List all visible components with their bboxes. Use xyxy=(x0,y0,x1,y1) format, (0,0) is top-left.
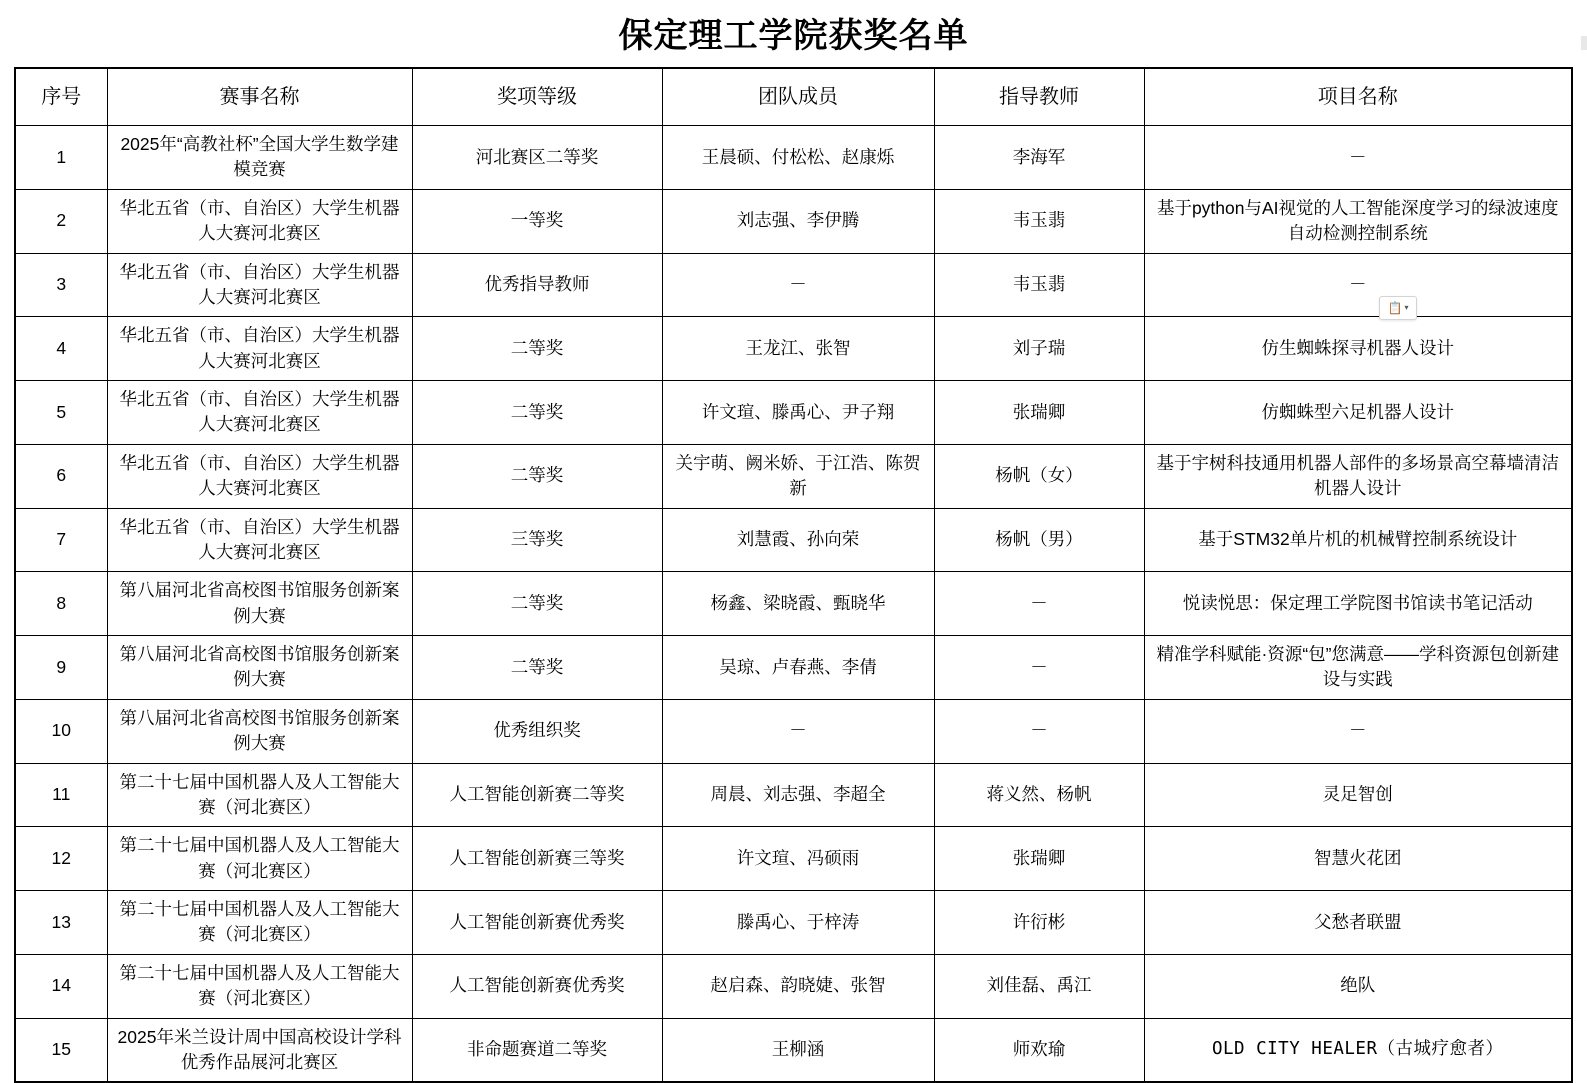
table-row xyxy=(15,189,1572,253)
cell-members: 杨鑫、梁晓霞、甄晓华 xyxy=(662,572,934,636)
table-row xyxy=(15,317,1572,381)
cell-project: 基于python与AI视觉的人工智能深度学习的绿波速度自动检测控制系统 xyxy=(1144,189,1572,253)
cell-project: 基于STM32单片机的机械臂控制系统设计 xyxy=(1144,508,1572,572)
cell-competition: 华北五省（市、自治区）大学生机器人大赛河北赛区 xyxy=(107,508,412,572)
cell-competition: 华北五省（市、自治区）大学生机器人大赛河北赛区 xyxy=(107,444,412,508)
cell-index: 2 xyxy=(15,189,107,253)
cell-members: 王龙江、张智 xyxy=(662,317,934,381)
cell-members: － xyxy=(662,699,934,763)
cell-competition: 华北五省（市、自治区）大学生机器人大赛河北赛区 xyxy=(107,381,412,445)
cell-competition: 华北五省（市、自治区）大学生机器人大赛河北赛区 xyxy=(107,317,412,381)
cell-competition: 第八届河北省高校图书馆服务创新案例大赛 xyxy=(107,636,412,700)
table-row xyxy=(15,763,1572,827)
cell-members: 许文瑄、冯硕雨 xyxy=(662,827,934,891)
cell-competition: 第二十七届中国机器人及人工智能大赛（河北赛区） xyxy=(107,891,412,955)
cell-award: 优秀组织奖 xyxy=(412,699,662,763)
cell-project: 基于宇树科技通用机器人部件的多场景高空幕墙清洁机器人设计 xyxy=(1144,444,1572,508)
table-row xyxy=(15,891,1572,955)
cell-award: 非命题赛道二等奖 xyxy=(412,1018,662,1082)
cell-award: 三等奖 xyxy=(412,508,662,572)
table-row xyxy=(15,636,1572,700)
cell-teacher: － xyxy=(934,636,1144,700)
cell-teacher: 张瑞卿 xyxy=(934,827,1144,891)
table-body xyxy=(15,126,1572,1083)
cell-teacher: 张瑞卿 xyxy=(934,381,1144,445)
cell-members: 吴琼、卢春燕、李倩 xyxy=(662,636,934,700)
cell-teacher: 杨帆（男） xyxy=(934,508,1144,572)
paste-options-button[interactable] xyxy=(1379,296,1417,320)
cell-project: 灵足智创 xyxy=(1144,763,1572,827)
cell-competition: 2025年“高教社杯”全国大学生数学建模竞赛 xyxy=(107,126,412,190)
cell-award: 人工智能创新赛三等奖 xyxy=(412,827,662,891)
table-row xyxy=(15,699,1572,763)
cell-members: 王柳涵 xyxy=(662,1018,934,1082)
cell-project: － xyxy=(1144,126,1572,190)
cell-index: 12 xyxy=(15,827,107,891)
cell-project: 父愁者联盟 xyxy=(1144,891,1572,955)
cell-teacher: 韦玉翡 xyxy=(934,253,1144,317)
cell-teacher: 刘子瑞 xyxy=(934,317,1144,381)
cell-competition: 第二十七届中国机器人及人工智能大赛（河北赛区） xyxy=(107,763,412,827)
cell-index: 13 xyxy=(15,891,107,955)
cell-project: 绝队 xyxy=(1144,954,1572,1018)
column-header-award: 奖项等级 xyxy=(412,68,662,126)
cell-index: 11 xyxy=(15,763,107,827)
cell-award: 河北赛区二等奖 xyxy=(412,126,662,190)
cell-teacher: － xyxy=(934,572,1144,636)
table-row xyxy=(15,572,1572,636)
cell-award: 人工智能创新赛优秀奖 xyxy=(412,891,662,955)
cell-teacher: 韦玉翡 xyxy=(934,189,1144,253)
cell-index: 10 xyxy=(15,699,107,763)
cell-teacher: － xyxy=(934,699,1144,763)
cell-members: 滕禹心、于梓涛 xyxy=(662,891,934,955)
cell-members: 刘志强、李伊腾 xyxy=(662,189,934,253)
cell-index: 8 xyxy=(15,572,107,636)
cell-award: 人工智能创新赛二等奖 xyxy=(412,763,662,827)
cell-project: 仿蜘蛛型六足机器人设计 xyxy=(1144,381,1572,445)
cell-members: 许文瑄、滕禹心、尹子翔 xyxy=(662,381,934,445)
cell-index: 6 xyxy=(15,444,107,508)
clipboard-icon: 📋 xyxy=(1387,301,1403,315)
cell-project: 智慧火花团 xyxy=(1144,827,1572,891)
cell-award: 二等奖 xyxy=(412,444,662,508)
cell-competition: 第二十七届中国机器人及人工智能大赛（河北赛区） xyxy=(107,827,412,891)
cell-project: 精准学科赋能·资源“包”您满意——学科资源包创新建设与实践 xyxy=(1144,636,1572,700)
page-title: 保定理工学院获奖名单 xyxy=(618,17,969,55)
table-row xyxy=(15,253,1572,317)
cell-award: 人工智能创新赛优秀奖 xyxy=(412,954,662,1018)
cell-competition: 第八届河北省高校图书馆服务创新案例大赛 xyxy=(107,572,412,636)
cell-teacher: 刘佳磊、禹江 xyxy=(934,954,1144,1018)
table-row xyxy=(15,126,1572,190)
cell-project: － xyxy=(1144,253,1572,317)
cell-index: 15 xyxy=(15,1018,107,1082)
cell-index: 7 xyxy=(15,508,107,572)
cell-project: － xyxy=(1144,699,1572,763)
table-header-row xyxy=(15,68,1572,126)
table-row xyxy=(15,827,1572,891)
column-header-competition: 赛事名称 xyxy=(107,68,412,126)
cell-award: 二等奖 xyxy=(412,317,662,381)
cell-award: 二等奖 xyxy=(412,636,662,700)
table-row xyxy=(15,954,1572,1018)
table-row xyxy=(15,381,1572,445)
cell-teacher: 许衍彬 xyxy=(934,891,1144,955)
cell-members: 周晨、刘志强、李超全 xyxy=(662,763,934,827)
column-header-members: 团队成员 xyxy=(662,68,934,126)
cell-competition: 华北五省（市、自治区）大学生机器人大赛河北赛区 xyxy=(107,253,412,317)
table-row xyxy=(15,1018,1572,1082)
cell-members: 关宇萌、阙米娇、于江浩、陈贺新 xyxy=(662,444,934,508)
cell-index: 3 xyxy=(15,253,107,317)
cell-index: 1 xyxy=(15,126,107,190)
cell-index: 14 xyxy=(15,954,107,1018)
table-row xyxy=(15,444,1572,508)
cell-project: 悦读悦思：保定理工学院图书馆读书笔记活动 xyxy=(1144,572,1572,636)
chevron-down-icon[interactable]: ▾ xyxy=(1404,303,1409,312)
cell-members: 赵启森、韵晓婕、张智 xyxy=(662,954,934,1018)
table-header xyxy=(15,68,1572,126)
cell-award: 一等奖 xyxy=(412,189,662,253)
cell-index: 5 xyxy=(15,381,107,445)
column-header-project: 项目名称 xyxy=(1144,68,1572,126)
cell-teacher: 师欢瑜 xyxy=(934,1018,1144,1082)
page-edge-marker xyxy=(1581,36,1587,50)
cell-teacher: 李海军 xyxy=(934,126,1144,190)
cell-teacher: 蒋义然、杨帆 xyxy=(934,763,1144,827)
cell-award: 二等奖 xyxy=(412,572,662,636)
cell-competition: 第八届河北省高校图书馆服务创新案例大赛 xyxy=(107,699,412,763)
table-row xyxy=(15,508,1572,572)
cell-competition: 华北五省（市、自治区）大学生机器人大赛河北赛区 xyxy=(107,189,412,253)
cell-members: － xyxy=(662,253,934,317)
column-header-teacher: 指导教师 xyxy=(934,68,1144,126)
cell-award: 优秀指导教师 xyxy=(412,253,662,317)
cell-index: 4 xyxy=(15,317,107,381)
cell-teacher: 杨帆（女） xyxy=(934,444,1144,508)
cell-members: 刘慧霞、孙向荣 xyxy=(662,508,934,572)
cell-index: 9 xyxy=(15,636,107,700)
award-table xyxy=(14,67,1573,1083)
cell-project: 仿生蜘蛛探寻机器人设计 xyxy=(1144,317,1572,381)
cell-project: OLD CITY HEALER（古城疗愈者） xyxy=(1144,1018,1572,1082)
cell-competition: 2025年米兰设计周中国高校设计学科优秀作品展河北赛区 xyxy=(107,1018,412,1082)
cell-competition: 第二十七届中国机器人及人工智能大赛（河北赛区） xyxy=(107,954,412,1018)
column-header-index: 序号 xyxy=(15,68,107,126)
cell-members: 王晨硕、付松松、赵康烁 xyxy=(662,126,934,190)
cell-award: 二等奖 xyxy=(412,381,662,445)
award-table-container xyxy=(0,67,1587,1083)
